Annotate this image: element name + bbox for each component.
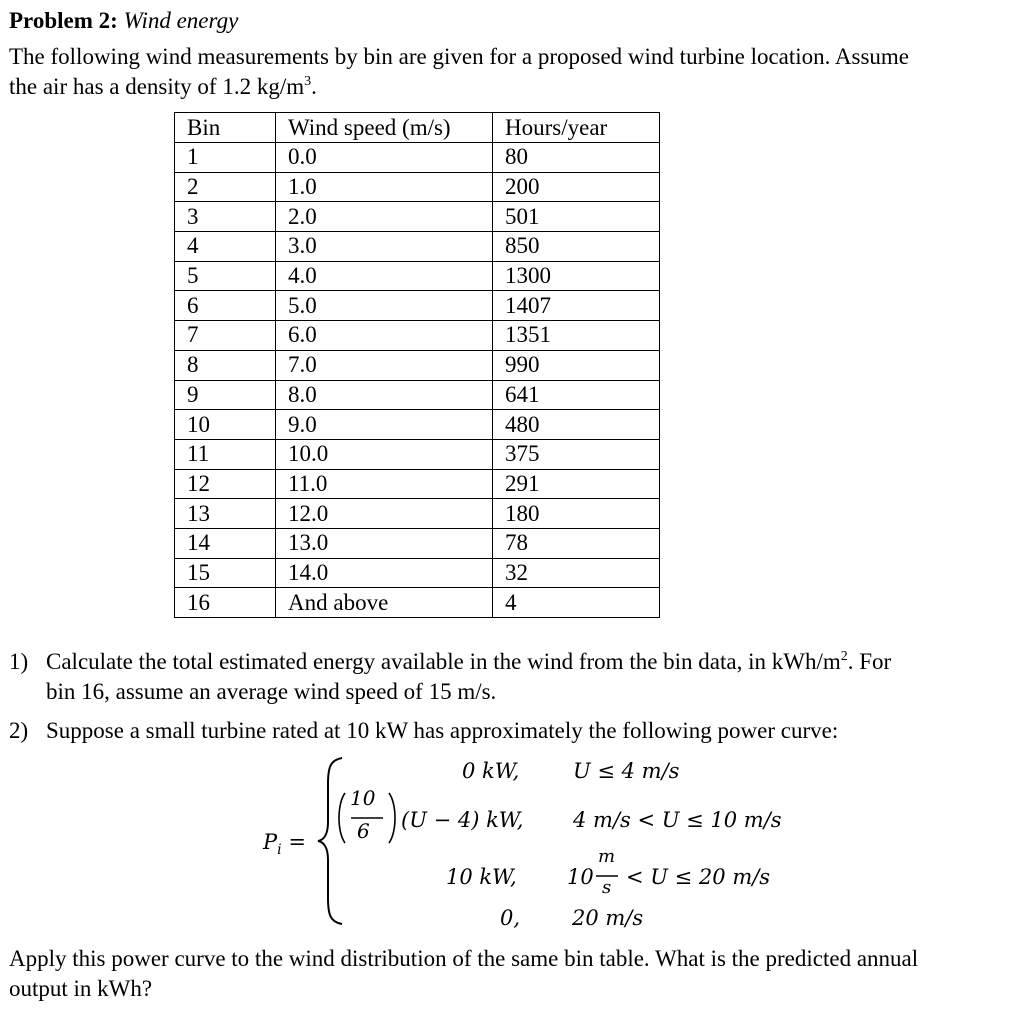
cell-bin: 1 bbox=[175, 143, 276, 173]
question-1-line-1 bbox=[46, 647, 996, 677]
intro-line-2 bbox=[9, 72, 1004, 102]
table-row bbox=[175, 499, 660, 529]
cell-bin: 10 bbox=[175, 410, 276, 440]
cell-hours-year: 850 bbox=[493, 232, 660, 262]
cell-wind-speed: 6.0 bbox=[276, 321, 493, 351]
problem-topic: Wind energy bbox=[123, 8, 239, 33]
table-row bbox=[175, 261, 660, 291]
header-hours-year: Hours/year bbox=[493, 113, 660, 143]
case-3-condition-number: 10 bbox=[567, 865, 594, 889]
cell-hours-year: 375 bbox=[493, 439, 660, 469]
case-4-condition: 20 m/s bbox=[572, 906, 644, 930]
case-3-condition: < U ≤ 20 m/s bbox=[626, 865, 771, 889]
cell-bin: 5 bbox=[175, 261, 276, 291]
cell-hours-year: 291 bbox=[493, 469, 660, 499]
cell-wind-speed: 0.0 bbox=[276, 143, 493, 173]
cell-hours-year: 990 bbox=[493, 350, 660, 380]
cell-wind-speed: 2.0 bbox=[276, 202, 493, 232]
fraction-denominator: 6 bbox=[357, 819, 370, 843]
equation-lhs-symbol: P bbox=[263, 830, 278, 854]
cell-hours-year: 4 bbox=[493, 588, 660, 618]
table-row bbox=[175, 380, 660, 410]
cell-wind-speed: 14.0 bbox=[276, 558, 493, 588]
case-3-unit-numerator: m bbox=[598, 846, 616, 867]
final-question bbox=[9, 944, 1009, 1004]
cell-wind-speed: 11.0 bbox=[276, 469, 493, 499]
table-row bbox=[175, 143, 660, 173]
intro-line-2-text: the air has a density of 1.2 kg/m bbox=[9, 74, 305, 99]
cell-hours-year: 78 bbox=[493, 528, 660, 558]
cell-hours-year: 501 bbox=[493, 202, 660, 232]
cell-bin: 4 bbox=[175, 232, 276, 262]
cell-wind-speed: 1.0 bbox=[276, 172, 493, 202]
table-row bbox=[175, 528, 660, 558]
table-row bbox=[175, 321, 660, 351]
table-row bbox=[175, 558, 660, 588]
intro-period: . bbox=[311, 74, 317, 99]
cell-wind-speed: 7.0 bbox=[276, 350, 493, 380]
cell-wind-speed: 10.0 bbox=[276, 439, 493, 469]
question-1-text bbox=[46, 647, 996, 707]
question-2-text: Suppose a small turbine rated at 10 kW has approximately the following power curve: bbox=[46, 718, 839, 743]
table-row bbox=[175, 172, 660, 202]
question-1-line-1-end: . For bbox=[847, 649, 892, 674]
equation-equals: = bbox=[288, 830, 306, 854]
intro-paragraph bbox=[9, 42, 1004, 102]
case-1-value: 0 kW, bbox=[462, 759, 520, 783]
problem-label: Problem 2: bbox=[9, 8, 118, 33]
question-1-number: 1) bbox=[9, 649, 29, 674]
cell-bin: 8 bbox=[175, 350, 276, 380]
question-1-line-2: bin 16, assume an average wind speed of 15 m/s. bbox=[46, 679, 497, 704]
cell-hours-year: 200 bbox=[493, 172, 660, 202]
table-row bbox=[175, 350, 660, 380]
cell-wind-speed: 9.0 bbox=[276, 410, 493, 440]
table-header-row bbox=[175, 113, 660, 143]
table-row bbox=[175, 291, 660, 321]
final-question-line-2: output in kWh? bbox=[9, 976, 153, 1001]
table-row bbox=[175, 410, 660, 440]
table-row bbox=[175, 469, 660, 499]
intro-line-1: The following wind measurements by bin are given for a proposed wind turbine location. Assume bbox=[9, 44, 909, 69]
cell-wind-speed: 8.0 bbox=[276, 380, 493, 410]
wind-bin-table bbox=[174, 112, 660, 618]
cell-hours-year: 1407 bbox=[493, 291, 660, 321]
cell-bin: 14 bbox=[175, 528, 276, 558]
final-question-line-1: Apply this power curve to the wind distribution of the same bin table. What is the predicted annual bbox=[9, 946, 919, 971]
cell-hours-year: 32 bbox=[493, 558, 660, 588]
cell-bin: 13 bbox=[175, 499, 276, 529]
cell-wind-speed: 12.0 bbox=[276, 499, 493, 529]
cell-hours-year: 480 bbox=[493, 410, 660, 440]
cell-wind-speed: And above bbox=[276, 588, 493, 618]
question-1-superscript: 2 bbox=[840, 649, 848, 664]
cell-wind-speed: 4.0 bbox=[276, 261, 493, 291]
cell-bin: 15 bbox=[175, 558, 276, 588]
cell-bin: 9 bbox=[175, 380, 276, 410]
question-2-number: 2) bbox=[9, 718, 29, 743]
cell-wind-speed: 13.0 bbox=[276, 528, 493, 558]
cell-hours-year: 1300 bbox=[493, 261, 660, 291]
cell-wind-speed: 5.0 bbox=[276, 291, 493, 321]
cell-bin: 11 bbox=[175, 439, 276, 469]
header-wind-speed: Wind speed (m/s) bbox=[276, 113, 493, 143]
case-2-value: (U − 4) kW, bbox=[401, 808, 524, 832]
intro-superscript: 3 bbox=[304, 74, 312, 89]
cell-bin: 7 bbox=[175, 321, 276, 351]
case-4-value: 0, bbox=[500, 906, 521, 930]
cell-bin: 12 bbox=[175, 469, 276, 499]
cell-wind-speed: 3.0 bbox=[276, 232, 493, 262]
equation-lhs-subscript: i bbox=[277, 842, 282, 859]
case-3-value: 10 kW, bbox=[446, 865, 517, 889]
table-row bbox=[175, 202, 660, 232]
table-body bbox=[175, 143, 660, 618]
fraction-numerator: 10 bbox=[350, 786, 376, 810]
cell-bin: 2 bbox=[175, 172, 276, 202]
cell-hours-year: 1351 bbox=[493, 321, 660, 351]
question-1-line-1-text: Calculate the total estimated energy available in the wind from the bin data, in kWh/m bbox=[46, 649, 841, 674]
cell-hours-year: 641 bbox=[493, 380, 660, 410]
case-2-condition: 4 m/s < U ≤ 10 m/s bbox=[573, 808, 782, 832]
cell-bin: 6 bbox=[175, 291, 276, 321]
header-bin: Bin bbox=[175, 113, 276, 143]
problem-title bbox=[9, 8, 238, 34]
table-row bbox=[175, 232, 660, 262]
table-row bbox=[175, 588, 660, 618]
cell-hours-year: 80 bbox=[493, 143, 660, 173]
equation-lhs bbox=[263, 830, 306, 858]
case-1-condition: U ≤ 4 m/s bbox=[573, 759, 680, 783]
case-3-unit-denominator: s bbox=[602, 877, 612, 898]
cell-hours-year: 180 bbox=[493, 499, 660, 529]
table-row bbox=[175, 439, 660, 469]
cell-bin: 16 bbox=[175, 588, 276, 618]
cell-bin: 3 bbox=[175, 202, 276, 232]
